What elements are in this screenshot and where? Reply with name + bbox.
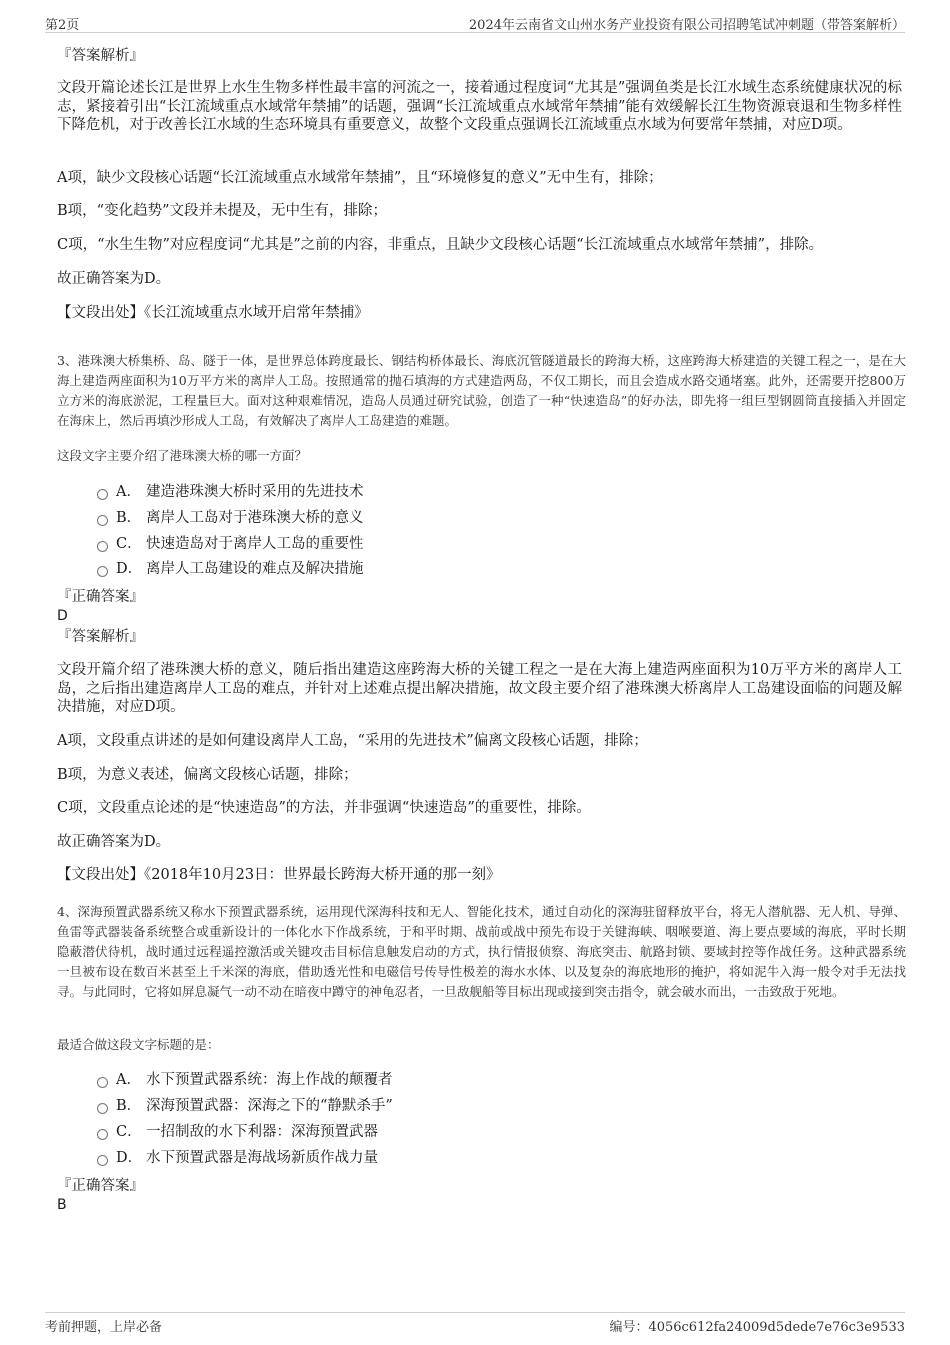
radio-icon[interactable] <box>97 1103 108 1114</box>
page-footer <box>45 1312 905 1335</box>
option-text: 建造港珠澳大桥时采用的先进技术 <box>146 484 364 500</box>
q4-prompt: 最适合做这段文字标题的是： <box>57 1037 220 1052</box>
q4-option-d[interactable] <box>97 1148 378 1168</box>
q2-conclusion: 故正确答案为D。 <box>57 271 171 287</box>
q2-source: 【文段出处】《长江流域重点水域开启常年禁捕》 <box>57 305 369 321</box>
option-text: 一招制敌的水下利器：深海预置武器 <box>146 1124 378 1140</box>
q3-option-b[interactable] <box>97 508 364 528</box>
q3-option-c-analysis: C项，文段重点论述的是“快速造岛”的方法，并非强调“快速造岛”的重要性，排除。 <box>57 800 591 816</box>
q3-stem: 3、港珠澳大桥集桥、岛、隧于一体，是世界总体跨度最长、钢结构桥体最长、海底沉管隧道最长的跨海大桥，这座跨海大桥建造的关键工程之一，是在大海上建造两座面积为10万平方米的离岸人工岛。按照通常的抛石填海的方式建造两岛，不仅工期长，而且会造成水路交通堵塞。此外，还需要开挖800万立方米的海底淤泥，工程量巨大。面对这种艰难情况，造岛人员通过研究试验，创造了一种“快速造岛”的好办法，即先将一组巨型钢圆筒直接插入并固定在海床上，然后再填沙形成人工岛，有效解决了离岸人工岛建造的难题。 <box>57 353 906 428</box>
radio-icon[interactable] <box>97 489 108 500</box>
radio-icon[interactable] <box>97 1155 108 1166</box>
q3-source: 【文段出处】《2018年10月23日：世界最长跨海大桥开通的那一刻》 <box>57 867 501 883</box>
option-letter: D． <box>116 561 143 577</box>
q2-explain-paragraph: 文段开篇论述长江是世界上水生生物多样性最丰富的河流之一，接着通过程度词“尤其是”强调鱼类是长江水域生态系统健康状况的标志，紧接着引出“长江流域重点水域常年禁捕”的话题，强调“长江流域重点水域常年禁捕”能有效缓解长江生物资源衰退和生物多样性下降危机，对于改善长江水域的生态环境具有重要意义，故整个文段重点强调长江流域重点水域为何要常年禁捕，对应D项。 <box>57 80 902 133</box>
q3-option-a[interactable] <box>97 482 364 502</box>
page-header <box>45 12 905 33</box>
option-text: 快速造岛对于离岸人工岛的重要性 <box>146 536 364 552</box>
footer-slogan: 考前押题，上岸必备 <box>45 1320 163 1335</box>
q4-option-c[interactable] <box>97 1122 378 1142</box>
q4-answer-label: 『正确答案』 <box>57 1178 144 1194</box>
q2-explain-label: 『答案解析』 <box>57 48 144 64</box>
q2-option-b-analysis: B项，“变化趋势”文段并未提及，无中生有，排除； <box>57 203 387 219</box>
q3-answer: D <box>57 608 68 624</box>
option-text: 深海预置武器：深海之下的“静默杀手” <box>146 1098 393 1114</box>
document-title: 2024年云南省文山州水务产业投资有限公司招聘笔试冲刺题（带答案解析） <box>468 18 905 33</box>
q3-explain-paragraph: 文段开篇介绍了港珠澳大桥的意义，随后指出建造这座跨海大桥的关键工程之一是在大海上建造两座面积为10万平方米的离岸人工岛，之后指出建造离岸人工岛的难点，并针对上述难点提出解决措施，故文段主要介绍了港珠澳大桥离岸人工岛建设面临的问题及解决措施，对应D项。 <box>57 662 902 715</box>
q3-prompt: 这段文字主要介绍了港珠澳大桥的哪一方面？ <box>57 448 308 463</box>
option-letter: A． <box>116 484 141 500</box>
q3-conclusion: 故正确答案为D。 <box>57 834 171 850</box>
q2-option-c-analysis: C项，“水生生物”对应程度词“尤其是”之前的内容，非重点，且缺少文段核心话题“长江流域重点水域常年禁捕”，排除。 <box>57 237 824 253</box>
option-letter: D． <box>116 1150 143 1166</box>
q3-option-c[interactable] <box>97 534 364 554</box>
radio-icon[interactable] <box>97 566 108 577</box>
q3-option-d[interactable] <box>97 559 364 579</box>
option-text: 水下预置武器是海战场新质作战力量 <box>146 1150 378 1166</box>
q4-option-a[interactable] <box>97 1070 393 1090</box>
q4-option-b[interactable] <box>97 1096 393 1116</box>
option-letter: C． <box>116 536 142 552</box>
option-text: 离岸人工岛建设的难点及解决措施 <box>146 561 364 577</box>
q3-option-b-analysis: B项，为意义表述，偏离文段核心话题，排除； <box>57 767 358 783</box>
q2-option-a-analysis: A项，缺少文段核心话题“长江流域重点水域常年禁捕”，且“环境修复的意义”无中生有，排除； <box>57 170 663 186</box>
q3-option-a-analysis: A项，文段重点讲述的是如何建设离岸人工岛，“采用的先进技术”偏离文段核心话题，排除； <box>57 733 648 749</box>
option-letter: B． <box>116 1098 142 1114</box>
q3-answer-label: 『正确答案』 <box>57 589 144 605</box>
q3-explain-label: 『答案解析』 <box>57 629 144 645</box>
document-code: 编号：4056c612fa24009d5dede7e76c3e9533 <box>609 1320 905 1335</box>
page-number: 第2页 <box>45 18 80 33</box>
option-letter: A． <box>116 1072 141 1088</box>
option-text: 离岸人工岛对于港珠澳大桥的意义 <box>146 510 364 526</box>
option-letter: B． <box>116 510 142 526</box>
q4-stem: 4、深海预置武器系统又称水下预置武器系统，运用现代深海科技和无人、智能化技术，通过自动化的深海驻留释放平台，将无人潜航器、无人机、导弹、鱼雷等武器装备系统整合或重新设计的一体化水下作战系统，于和平时期、战前或战中预先布设于关键海峡、咽喉要道、海上要点要域的海底，平时长期隐蔽潜伏待机，战时通过远程遥控激活或关键攻击目标信息触发启动的方式，执行情报侦察、海底突击、航路封锁、要域封控等作战任务。这种武器系统一旦被布设在数百米甚至上千米深的海底，借助透光性和电磁信号传导性极差的海水水体、以及复杂的海底地形的掩护，将如泥牛入海一般令对手无法找寻。与此同时，它将如屏息凝气一动不动在暗夜中蹲守的神龟忍者，一旦敌舰船等目标出现或接到突击指令，就会破水而出，一击致敌于死地。 <box>57 904 906 999</box>
radio-icon[interactable] <box>97 541 108 552</box>
option-text: 水下预置武器系统：海上作战的颠覆者 <box>146 1072 393 1088</box>
q4-answer: B <box>57 1197 67 1213</box>
radio-icon[interactable] <box>97 1129 108 1140</box>
radio-icon[interactable] <box>97 1077 108 1088</box>
option-letter: C． <box>116 1124 142 1140</box>
radio-icon[interactable] <box>97 515 108 526</box>
